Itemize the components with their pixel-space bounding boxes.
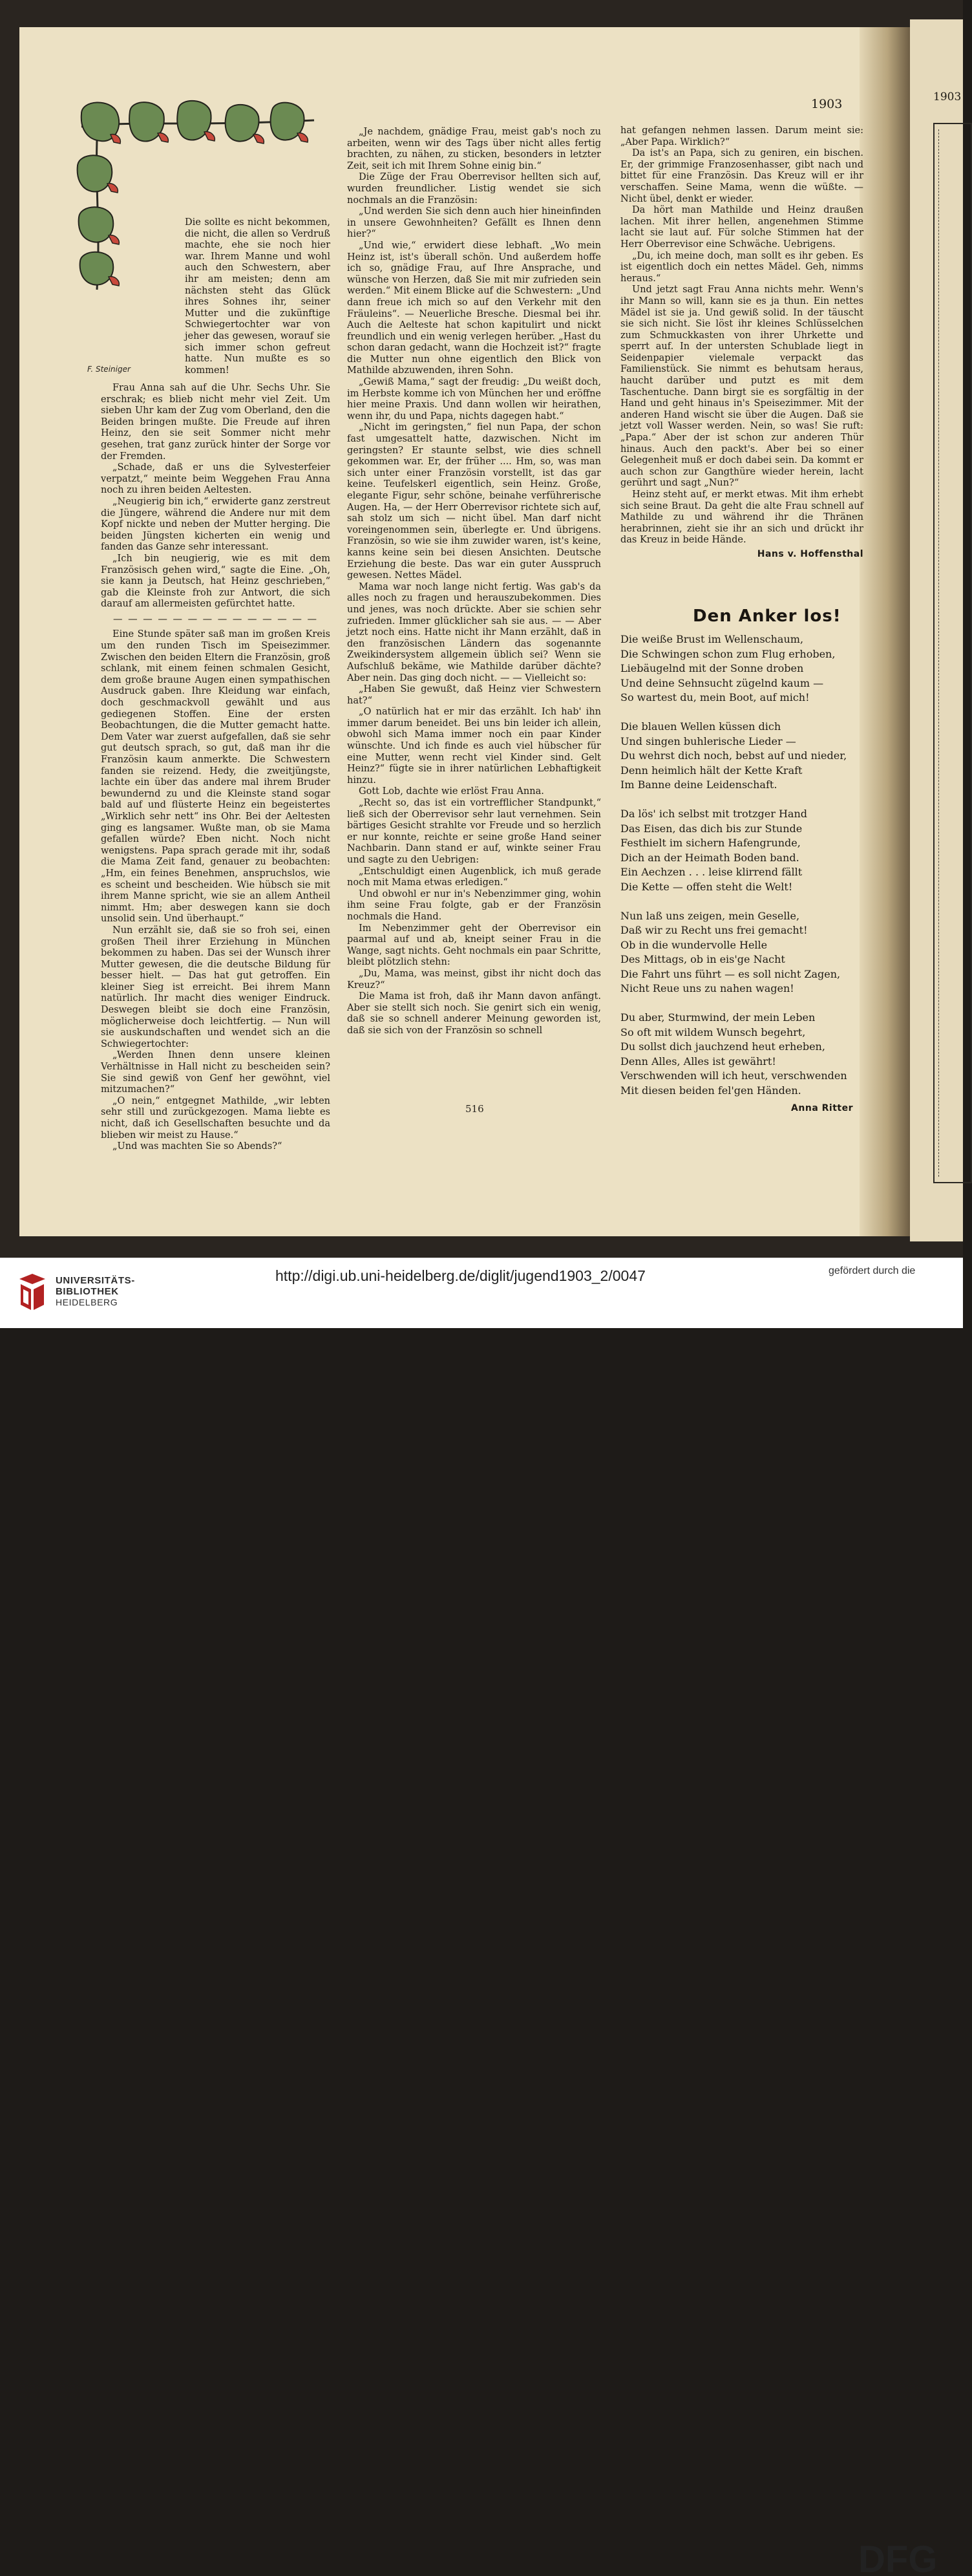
story-paragraph: Die Mama ist froh, daß ihr Mann davon anfängt. Aber sie stellt sich noch. Sie genirt sich ein wenig, daß sie so schnell anderer Meinung geworden ist, daß sie sich von der Französin so schnell bbox=[347, 991, 601, 1036]
story-paragraph: „Ich bin neugierig, wie es mit dem Französisch gehen wird,“ sagte die Eine. „Oh, sie kann ja Deutsch, hat Heinz geschrieben,“ gab die Kleinste froh zur Antwort, die sich darauf am allermeisten gefürchtet hatte. bbox=[101, 553, 330, 610]
institution-line: HEIDELBERG bbox=[56, 1297, 118, 1307]
facing-page-illustration-edge bbox=[933, 123, 972, 1183]
poem-line: Ob in die wundervolle Helle bbox=[620, 938, 768, 951]
page-number: 516 bbox=[465, 1103, 484, 1115]
poem-line: Nicht Reue uns zu nahen wagen! bbox=[620, 982, 794, 995]
poem-line: Die Schwingen schon zum Flug erhoben, bbox=[620, 647, 836, 660]
poem-line: Nun laß uns zeigen, mein Geselle, bbox=[620, 909, 800, 922]
poem-line: Du sollst dich jauchzend heut erheben, bbox=[620, 1040, 825, 1053]
story-paragraph: „Neugierig bin ich,“ erwiderte ganz zerstreut die Jüngere, während die Andere nur mit dem Kopf nickte und neben der Mutter herging. Die beiden Jüngsten kicherten ein wenig und fanden das Ganze sehr interessant. bbox=[101, 496, 330, 553]
poem-line: Dich an der Heimath Boden band. bbox=[620, 851, 799, 864]
story-paragraph: „Und was machten Sie so Abends?“ bbox=[112, 1141, 282, 1152]
poem-line: Festhielt im sichern Hafengrunde, bbox=[620, 837, 801, 850]
bird-head bbox=[158, 133, 168, 142]
poem-line: Die Fahrt uns führt — es soll nicht Zagen, bbox=[620, 967, 841, 980]
poem-line: Daß wir zu Recht uns frei gemacht! bbox=[620, 924, 808, 937]
poem-line: Denn Alles, Alles ist gewährt! bbox=[620, 1055, 776, 1068]
poem-line: Liebäugelnd mit der Sonne droben bbox=[620, 662, 804, 675]
story-paragraph: Da ist's an Papa, sich zu geniren, ein bischen. Er, der grimmige Franzosenhasser, gibt nach und bittet für eine Französin. Das Kreuz will er ihr verschaffen. Seine Mama, wenn die wüßte. — Nicht übel, denkt er wieder. bbox=[620, 148, 863, 204]
story-paragraph: Frau Anna sah auf die Uhr. Sechs Uhr. Sie erschrak; es blieb nicht mehr viel Zeit. Um sieben Uhr kam der Zug vom Oberland, den die Beiden bringen mußte. Die Freude auf ihren Heinz, den sie seit Sommer nicht mehr gesehen, trat ganz zurück hinter der Sorge vor der Fremden. bbox=[101, 383, 330, 462]
poem-stanza bbox=[620, 807, 853, 895]
story-paragraph: Die Züge der Frau Oberrevisor hellten sich auf, wurden freundlicher. Listig wendet sie sich nochmals an die Französin: bbox=[347, 172, 601, 206]
poem-line: So oft mit wildem Wunsch begehrt, bbox=[620, 1025, 806, 1038]
story-column-right bbox=[620, 125, 863, 561]
story-author: Hans v. Hoffensthal bbox=[757, 548, 863, 559]
story-paragraph: „O natürlich hat er mir das erzählt. Ich hab' ihn immer darum beneidet. Bei uns bin leider ich allein, obwohl sich Mama immer noch ein paar Kinder wünschte. Und ich finde es auch viel hübscher für eine Mutter, wenn recht viel Kinder sind. Gelt Heinz?“ fügte sie in ihrer natürlichen Lebhaftigkeit hinzu. bbox=[347, 707, 601, 786]
story-paragraph: hat gefangen nehmen lassen. Darum meint sie: „Aber Papa. Wirklich?“ bbox=[620, 125, 863, 147]
poem-line: Die Kette — offen steht die Welt! bbox=[620, 880, 793, 893]
story-paragraph: Mama war noch lange nicht fertig. Was gab's da alles noch zu fragen und herauszubekommen. Dies und jenes, was noch drückte. Aber sie schien sehr zufrieden. Immer glücklicher sah sie aus. — — Aber jetzt noch eins. Hatte nicht ihr Mann erzählt, daß in den französischen Ländern das sogenannte Zweikindersystem allgemein üblich sei? Wenn sie Aufschluß bekäme, wie Mathilde darüber dächte? Aber nein. Das ging doch nicht. — — Vielleicht so: bbox=[347, 581, 601, 683]
story-paragraph: Die sollte es nicht bekommen, die nicht, die allen so Verdruß machte, ehe sie noch hier war. Ihrem Manne und wohl auch den Schwestern, aber ihr am meisten; denn am nächsten steht das Glück ihres Sohnes ihr, seiner Mutter und die zukünftige Schwiegertochter war von jeher das gewesen, worauf sie sich immer schon gefreut hatte. Nun mußte es so kommen! bbox=[185, 217, 330, 376]
poem-author: Anna Ritter bbox=[791, 1102, 853, 1113]
poem-line: Die weiße Brust im Wellenschaum, bbox=[620, 633, 804, 645]
poem-line: Und deine Sehnsucht zügelnd kaum — bbox=[620, 676, 824, 689]
story-paragraph: Im Nebenzimmer geht der Oberrevisor ein paarmal auf und ab, kneipt seiner Frau in die Wange, sagt nichts. Geht nochmals ein paar Schritte, bleibt plötzlich stehn: bbox=[347, 923, 601, 968]
story-paragraph: „Werden Ihnen denn unsere kleinen Verhältnisse in Hall nicht zu bescheiden sein? Sie sind gewiß von Genf her gewöhnt, viel mitzumachen?“ bbox=[101, 1050, 330, 1095]
poem-title: Den Anker los! bbox=[693, 606, 841, 626]
story-paragraph: „Nicht im geringsten,“ fiel nun Papa, der schon fast umgesattelt hatte, dazwischen. Nicht im geringsten? Er staunte selbst, wie dies schnell gekommen war. Er, der früher .... Hm, so, was man sich unter einer Französin vorstellt, ist das gar keine. Teufelskerl eigentlich, sein Heinz. Große, elegante Figur, sehr schöne, beinahe verführerische Augen. Ha, — der Herr Oberrevisor richtete sich auf, sah stolz um sich — nicht übel. Man darf nicht voreingenommen sein, überlegte er. Und übrigens. Französin, so wie sie ihm zuwider waren, ist's keine, kanns keine sein bei diesen Ansichten. Deutsche Erziehung die beste. Das war ein guter Ausspruch gewesen. Nettes Mädel. bbox=[347, 422, 601, 581]
story-paragraph: „O nein,“ entgegnet Mathilde, „wir lebten sehr still und zurückgezogen. Mama liebte es nicht, daß ich Gesellschaften besuchte und da blieben wir meist zu Hause.“ bbox=[101, 1095, 330, 1141]
story-paragraph: „Recht so, das ist ein vortrefflicher Standpunkt,“ ließ sich der Oberrevisor sehr laut vernehmen. Sein bärtiges Gesicht strahlte vor Freude und so herzlich er nur konnte, reichte er seine große Hand seiner Nachbarin. Dann stand er auf, winkte seiner Frau und sagte zu den Uebrigen: bbox=[347, 798, 601, 865]
story-paragraph: Nun erzählt sie, daß sie so froh sei, einen großen Theil ihrer Erziehung in München bekommen zu haben. Das sei der Wunsch ihrer Mutter gewesen, die die deutsche Bildung für besser hielt. — Das hat gut getroffen. Ein kleiner Sieg ist erreicht. Bei ihrem Mann natürlich. Ihr macht dies weniger Eindruck. Deswegen bleibt sie doch eine Französin, möglicherweise doch leichtfertig. — Nun will sie auskundschaften und wendet sich an die Schwiegertochter: bbox=[101, 925, 330, 1049]
page-gutter bbox=[860, 27, 910, 1236]
story-column-middle bbox=[347, 127, 601, 1037]
poem-line: Da lös' ich selbst mit trotzger Hand bbox=[620, 807, 807, 820]
story-paragraph: „Gewiß Mama,“ sagt der freudig: „Du weißt doch, im Herbste komme ich von München her und eröffne hier meine Praxis. Und dann wollen wir heirathen, wenn ihr, du und Papa, nichts dagegen habt.“ bbox=[347, 377, 601, 422]
bird-head bbox=[111, 134, 120, 144]
facing-page-year: 1903 bbox=[933, 91, 962, 103]
poem-line: Im Banne deine Leidenschaft. bbox=[620, 778, 777, 791]
poem-line: Mit diesen beiden fel'gen Händen. bbox=[620, 1084, 801, 1097]
poem-line: Denn heimlich hält der Kette Kraft bbox=[620, 764, 803, 777]
poem-stanza bbox=[620, 909, 853, 997]
story-paragraph: „Schade, daß er uns die Sylvesterfeier verpatzt,“ meinte beim Weggehen Frau Anna noch zu ihren beiden Aeltesten. bbox=[101, 462, 330, 496]
story-paragraph: Und obwohl er nur in's Nebenzimmer ging, wohin ihm seine Frau folgte, gab er der Französin nochmals die Hand. bbox=[347, 888, 601, 922]
dfg-logo-text: DFG bbox=[858, 2538, 938, 2576]
story-paragraph: „Du, ich meine doch, man sollt es ihr geben. Es ist eigentlich doch ein nettes Mädel. Geh, nimms heraus.“ bbox=[620, 250, 863, 284]
poem-stanza bbox=[620, 632, 853, 705]
artist-credit: F. Steiniger bbox=[87, 365, 131, 374]
institution-line: BIBLIOTHEK bbox=[56, 1286, 119, 1297]
poem-stanza bbox=[620, 720, 853, 793]
story-column-left-top bbox=[185, 217, 330, 376]
bird-head bbox=[107, 184, 118, 193]
section-separator: — — — — — — — — — — — — — — bbox=[113, 614, 318, 625]
story-paragraph: Heinz steht auf, er merkt etwas. Mit ihm erhebt sich seine Braut. Da geht die alte Frau schnell auf Mathilde zu und während ihr die Thränen herabrinnen, zieht sie ihr an sich und drückt ihr das Kreuz in beide Hände. bbox=[620, 489, 863, 546]
facing-page-edge bbox=[910, 19, 963, 1241]
bird-head bbox=[253, 134, 264, 144]
leaf bbox=[80, 252, 114, 285]
poem-line: Das Eisen, das dich bis zur Stunde bbox=[620, 822, 803, 835]
story-paragraph: „Je nachdem, gnädige Frau, meist gab's noch zu arbeiten, wenn wir des Tags über nicht alles fertig brachten, zu nähen, zu sticken, besonders in letzter Zeit, seit ich mit Ihrem Sohne einig bin.“ bbox=[347, 127, 601, 171]
poem-line: Du wehrst dich noch, bebst auf und nieder, bbox=[620, 749, 847, 762]
story-paragraph: „Haben Sie gewußt, daß Heinz vier Schwestern hat?“ bbox=[347, 684, 601, 706]
poem-line: Ein Aechzen . . . leise klirrend fällt bbox=[620, 866, 803, 879]
poem-line: Du aber, Sturmwind, der mein Leben bbox=[620, 1011, 816, 1024]
story-paragraph: „Und wie,“ erwidert diese lebhaft. „Wo mein Heinz ist, ist's überall schön. Und außerdem hoffe ich so, gnädige Frau, auf Ihre Ansprache, und wünsche von Herzen, daß Sie mit mir zufrieden sein werden.“ Mit einem Blicke auf die Schwestern: „Und dann freue ich mich so auf den Verkehr mit den Fräuleins“. — Neuerliche Bresche. Diesmal bei ihr. Auch die Aelteste hat schon kapitulirt und nickt freundlich und ein wenig verlegen herüber. „Hast du schon daran gedacht, wann die Hochzeit ist?“ fragte die Mutter nun ohne eigentlich den Blick von Mathilde abzuwenden, ihren Sohn. bbox=[347, 240, 601, 376]
bird-head bbox=[297, 133, 308, 142]
bird-head bbox=[109, 277, 119, 286]
story-paragraph: Eine Stunde später saß man im großen Kreis um den runden Tisch im Speisezimmer. Zwischen den beiden Eltern die Französin, groß schlank, mit einem feinen schmalen Gesicht, dem große braune Augen einen sympathischen Ausdruck gaben. Ihre Kleidung war einfach, doch geschmackvoll gewählt und aus gediegenen Stoffen. Eine der ersten Beobachtungen, die die Mutter gemacht hatte. Dem Vater war zuerst aufgefallen, daß sie sehr gut deutsch sprach, so gut, daß man ihr die Französin kaum anmerkte. Die Schwestern fanden sie reizend. Hedy, die zweitjüngste, lachte ein über das andere mal ihrem Bruder bewundernd zu und die Kleinste stand sogar bald auf und flüsterte Heinz ein begeistertes „Wirklich sehr nett“ ins Ohr. Bei der Aeltesten ging es langsamer. Wußte man, ob sie Mama gefallen würde? Eben nicht. Noch nicht wenigstens. Papa sprach gerade mit ihr, sodaß die Mama Zeit fand, genauer zu beobachten: „Hm, ein feines Benehmen, anspruchslos, wie es scheint und bescheiden. Wie hübsch sie mit ihrem Manne spricht, wie sie an allem Antheil nimmt. Hm; aber deswegen kann sie doch unsolid sein. Und überhaupt.“ bbox=[101, 629, 330, 925]
poem-line: Die blauen Wellen küssen dich bbox=[620, 720, 781, 733]
poem-line: Verschwenden will ich heut, verschwenden bbox=[620, 1069, 847, 1082]
institution-line: UNIVERSITÄTS- bbox=[56, 1275, 135, 1286]
story-paragraph: Da hört man Mathilde und Heinz draußen lachen. Mit ihrer hellen, angenehmen Stimme lacht sie laut auf. Für solche Stimmen hat der Herr Oberrevisor eine Schwäche. Uebrigens. bbox=[620, 205, 863, 250]
poem-line: So wartest du, mein Boot, auf mich! bbox=[620, 691, 810, 704]
dfg-logo-icon[interactable] bbox=[858, 2538, 950, 2576]
funding-note: gefördert durch die bbox=[829, 1265, 916, 1276]
story-column-left bbox=[101, 383, 330, 1153]
story-paragraph: Und jetzt sagt Frau Anna nichts mehr. Wenn's ihr Mann so will, kann sie es ja thun. Ein nettes Mädel ist sie ja. Und gewiß solid. In der täuscht sie sich nicht. Sie löst ihr kleines Schlüsselchen zum Schmuckkasten von ihrer Uhrkette und sperrt auf. In der untersten Schublade liegt in Seidenpapier vielemale verpackt das Familienstück. Sie nimmt es behutsam heraus, haucht darüber und putzt es mit dem Taschentuche. Dann birgt sie es sorgfältig in der Hand und geht hinaus in's Speisezimmer. Mit der anderen Hand wischt sie über die Augen. Daß sie jetzt voll Wasser werden. Nein, so was! Sie ruft: „Papa.“ Aber der ist schon zur anderen Thür hinaus. Auch den packt's. Aber bei so einer Gelegenheit muß er doch dabei sein. Da kommt er auch schon zur Gangthüre wieder herein, lacht gerührt und sagt „Nun?“ bbox=[620, 284, 863, 489]
source-url-link[interactable] bbox=[275, 2524, 689, 2546]
story-paragraph: „Entschuldigt einen Augenblick, ich muß gerade noch mit Mama etwas erledigen.“ bbox=[347, 866, 601, 888]
poem-line: Und singen buhlerische Lieder — bbox=[620, 735, 796, 747]
story-paragraph: „Du, Mama, was meinst, gibst ihr nicht doch das Kreuz?“ bbox=[347, 968, 601, 991]
poem-stanza bbox=[620, 1011, 853, 1099]
bird-head bbox=[204, 132, 215, 141]
poem bbox=[620, 632, 853, 1115]
leaf bbox=[79, 207, 114, 242]
poem-line: Des Mittags, ob in eis'ge Nacht bbox=[620, 953, 785, 966]
university-logo-icon[interactable] bbox=[14, 1272, 50, 1313]
bird-head bbox=[109, 235, 119, 244]
story-paragraph: „Und werden Sie sich denn auch hier hineinfinden in unsere Gewohnheiten? Gefällt es Ihnen denn hier?“ bbox=[347, 206, 601, 240]
story-paragraph: Gott Lob, dachte wie erlöst Frau Anna. bbox=[359, 786, 544, 797]
page-year: 1903 bbox=[811, 97, 843, 111]
leaf bbox=[78, 155, 112, 191]
source-url[interactable]: http://digi.ub.uni-heidelberg.de/diglit/jugend1903_2/0047 bbox=[275, 1267, 646, 1284]
institution-name[interactable] bbox=[56, 1275, 135, 1308]
